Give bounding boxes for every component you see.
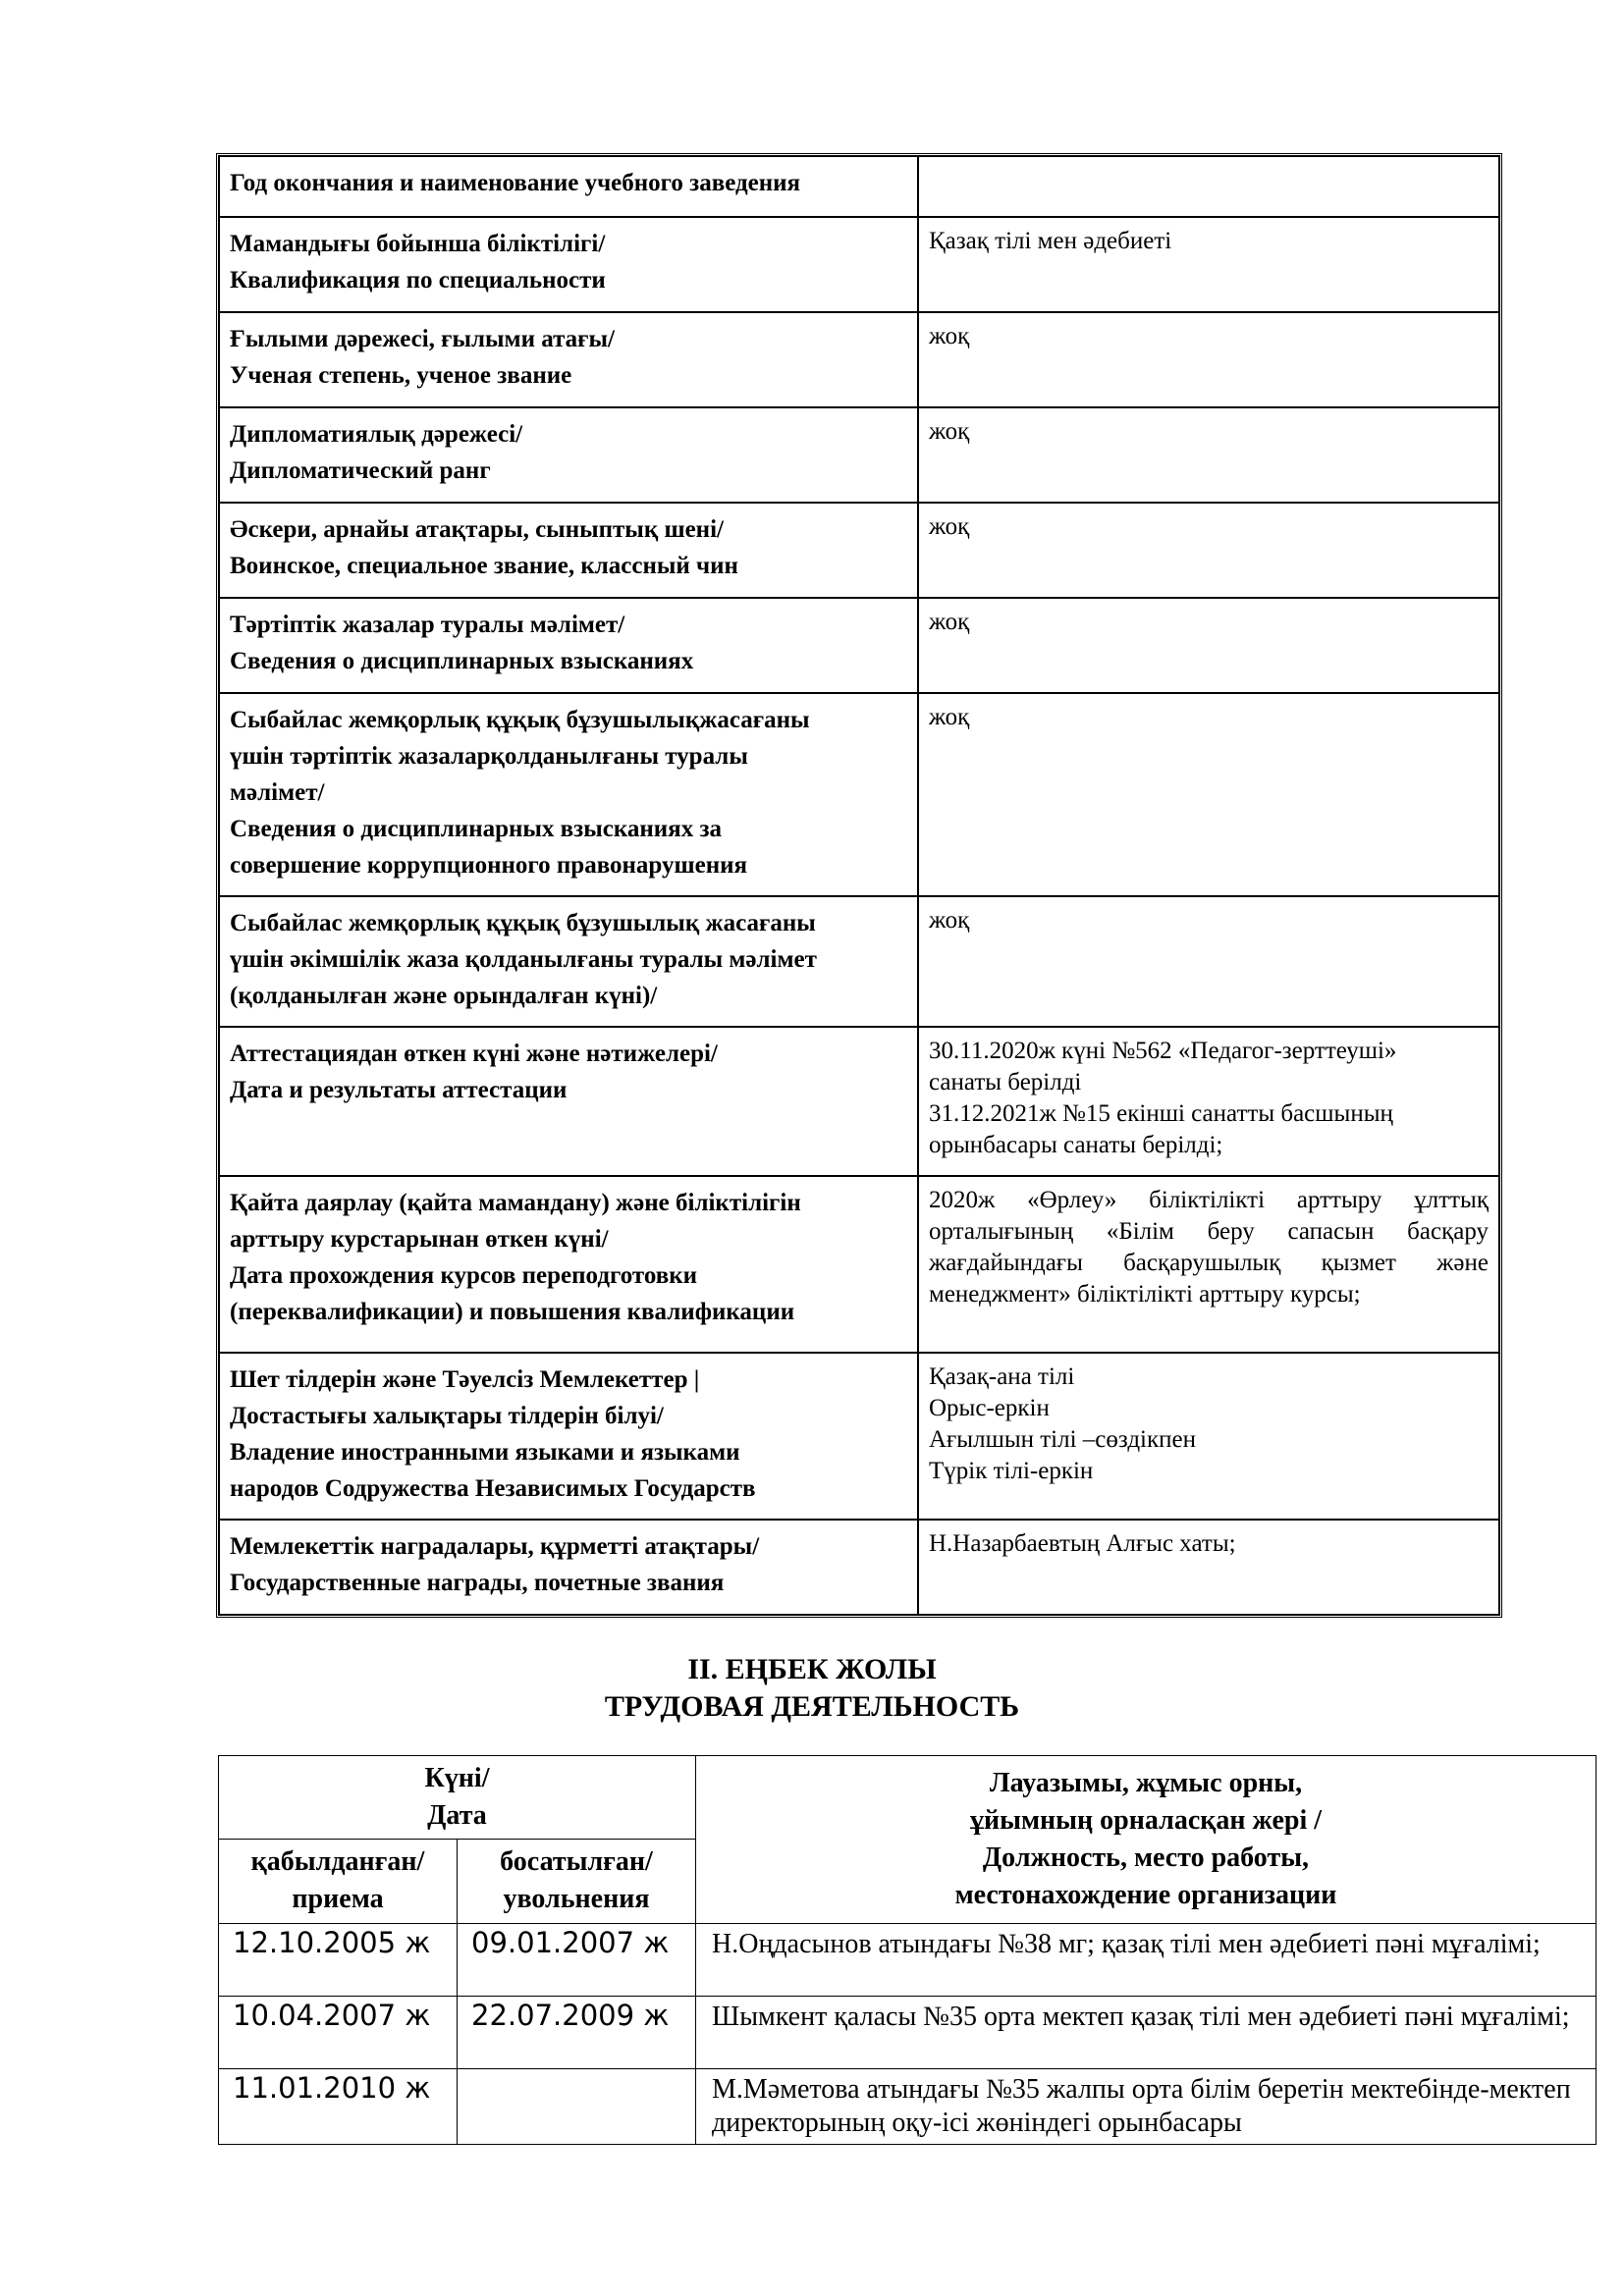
info-label — [219, 1353, 918, 1520]
value-line: Орыс-еркін — [929, 1395, 1050, 1421]
info-row — [219, 598, 1499, 693]
label-line: Дата прохождения курсов переподготовки — [230, 1262, 698, 1289]
fired-date: 22.07.2009 ж — [458, 1997, 696, 2069]
value-line: жоқ — [929, 609, 970, 635]
info-label — [219, 693, 918, 896]
info-row — [219, 407, 1499, 503]
value-line: жоқ — [929, 704, 970, 730]
info-row — [219, 1027, 1499, 1176]
info-value — [918, 1353, 1499, 1520]
value-line: Қазақ-ана тілі — [929, 1363, 1075, 1390]
info-value — [918, 156, 1499, 217]
info-value — [918, 503, 1499, 598]
section-title-kz: II. ЕҢБЕК ЖОЛЫ — [687, 1653, 937, 1685]
label-line: Мемлекеттік наградалары, құрметті атақтары/ — [230, 1533, 760, 1560]
label-line: (қолданылған және орындалған күні)/ — [230, 983, 658, 1009]
info-row — [219, 1520, 1499, 1615]
info-row — [219, 1176, 1499, 1353]
info-row — [219, 693, 1499, 896]
label-line: совершение коррупционного правонарушения — [230, 852, 748, 879]
value-line: Түрік тілі-еркін — [929, 1458, 1094, 1484]
info-label — [219, 1520, 918, 1615]
hired-header: қабылданған/ приема — [219, 1840, 458, 1924]
table-row — [219, 1997, 1597, 2069]
info-value — [918, 312, 1499, 407]
label-line: Государственные награды, почетные звания — [230, 1570, 725, 1596]
label-line: Тәртіптік жазалар туралы мәлімет/ — [230, 612, 625, 638]
info-value — [918, 598, 1499, 693]
table-row — [219, 1924, 1597, 1997]
info-row — [219, 896, 1499, 1027]
label-line: Дата и результаты аттестации — [230, 1077, 568, 1103]
value-line: санаты берілді — [929, 1069, 1082, 1095]
label-line: мәлімет/ — [230, 779, 325, 806]
label-line: Квалификация по специальности — [230, 267, 606, 294]
position-header: Лауазымы, жұмыс орны, ұйымның орналасқан жері / Должность, место работы, местонахождение организации — [696, 1756, 1597, 1924]
position-cell: М.Мәметова атындағы №35 жалпы орта білім беретін мектебінде-мектеп директорының оқу-ісі жөніндегі орынбасары — [696, 2069, 1597, 2145]
label-line: Дипломатический ранг — [230, 457, 491, 484]
label-line: Әскери, арнайы атақтары, сыныптық шені/ — [230, 516, 724, 543]
hired-date: 10.04.2007 ж — [219, 1997, 458, 2069]
info-value — [918, 1027, 1499, 1176]
label-line: Сыбайлас жемқорлық құқық бұзушылықжасағаны — [230, 707, 810, 733]
table-row — [219, 2069, 1597, 2145]
value-line: орынбасары санаты берілді; — [929, 1132, 1223, 1158]
info-label — [219, 1027, 918, 1176]
hired-date: 12.10.2005 ж — [219, 1924, 458, 1997]
label-line: народов Содружества Независимых Государств — [230, 1475, 756, 1502]
info-label — [219, 503, 918, 598]
info-label — [219, 598, 918, 693]
info-label — [219, 156, 918, 217]
value-line: Қазақ тілі мен әдебиеті — [929, 228, 1172, 254]
info-value — [918, 1520, 1499, 1615]
label-line: Сведения о дисциплинарных взысканиях — [230, 648, 694, 674]
label-line: Владение иностранными языками и языками — [230, 1439, 740, 1466]
value-line: 2020ж «Өрлеу» біліктілікті арттыру ұлттық орталығының «Білім беру сапасын басқару жағдайындағы басқарушылық қызмет және менеджмент» біліктілікті арттыру курсы; — [929, 1187, 1489, 1308]
label-line: Қайта даярлау (қайта мамандану) және біліктілігін — [230, 1190, 801, 1216]
value-line: жоқ — [929, 513, 970, 540]
label-line: Год окончания и наименование учебного заведения — [230, 170, 801, 196]
fired-date: 09.01.2007 ж — [458, 1924, 696, 1997]
label-line: Сведения о дисциплинарных взысканиях за — [230, 816, 722, 842]
value-line: 30.11.2020ж күні №562 «Педагог-зерттеуші» — [929, 1038, 1397, 1064]
hired-date: 11.01.2010 ж — [219, 2069, 458, 2145]
label-line: (переквалификации) и повышения квалификации — [230, 1299, 795, 1325]
info-label — [219, 896, 918, 1027]
info-value — [918, 896, 1499, 1027]
fired-header: босатылған/ увольнения — [458, 1840, 696, 1924]
info-row — [219, 1353, 1499, 1520]
value-line: 31.12.2021ж №15 екінші санатты басшының — [929, 1100, 1393, 1127]
info-label — [219, 217, 918, 312]
position-cell: Н.Оңдасынов атындағы №38 мг; қазақ тілі мен әдебиеті пәні мұғалімі; — [696, 1924, 1597, 1997]
label-line: Достастығы халықтары тілдерін білуі/ — [230, 1403, 664, 1429]
value-line: жоқ — [929, 323, 970, 349]
label-line: Мамандығы бойынша біліктілігі/ — [230, 231, 606, 257]
personal-info-table — [216, 153, 1502, 1618]
info-row — [219, 217, 1499, 312]
date-group-header: Күні/ Дата — [219, 1756, 696, 1840]
info-label — [219, 312, 918, 407]
label-line: Воинское, специальное звание, классный чин — [230, 553, 738, 579]
info-row — [219, 503, 1499, 598]
label-line: үшін тәртіптік жазаларқолданылғаны туралы — [230, 743, 748, 770]
section-title — [0, 1651, 1624, 1726]
value-line: Н.Назарбаевтың Алғыс хаты; — [929, 1530, 1236, 1557]
info-value — [918, 1176, 1499, 1353]
label-line: Сыбайлас жемқорлық құқық бұзушылық жасағаны — [230, 910, 816, 936]
value-line: жоқ — [929, 418, 970, 445]
info-row — [219, 156, 1499, 217]
label-line: Ғылыми дәрежесі, ғылыми атағы/ — [230, 326, 615, 352]
section-title-ru: ТРУДОВАЯ ДЕЯТЕЛЬНОСТЬ — [604, 1690, 1020, 1723]
position-cell: Шымкент қаласы №35 орта мектеп қазақ тілі мен әдебиеті пәні мұғалімі; — [696, 1997, 1597, 2069]
label-line: Дипломатиялық дәрежесі/ — [230, 421, 523, 448]
work-history-table — [218, 1755, 1597, 2145]
label-line: Ученая степень, ученое звание — [230, 362, 572, 389]
info-row — [219, 312, 1499, 407]
info-label — [219, 407, 918, 503]
label-line: Аттестациядан өткен күні және нәтижелері/ — [230, 1041, 718, 1067]
fired-date — [458, 2069, 696, 2145]
info-value — [918, 693, 1499, 896]
value-line: Ағылшын тілі –сөздікпен — [929, 1426, 1196, 1453]
info-value — [918, 407, 1499, 503]
label-line: арттыру курстарынан өткен күні/ — [230, 1226, 609, 1253]
label-line: Шет тілдерін және Тәуелсіз Мемлекеттер | — [230, 1366, 700, 1393]
label-line: үшін әкімшілік жаза қолданылғаны туралы мәлімет — [230, 946, 817, 973]
info-label — [219, 1176, 918, 1353]
value-line: жоқ — [929, 907, 970, 934]
info-value — [918, 217, 1499, 312]
